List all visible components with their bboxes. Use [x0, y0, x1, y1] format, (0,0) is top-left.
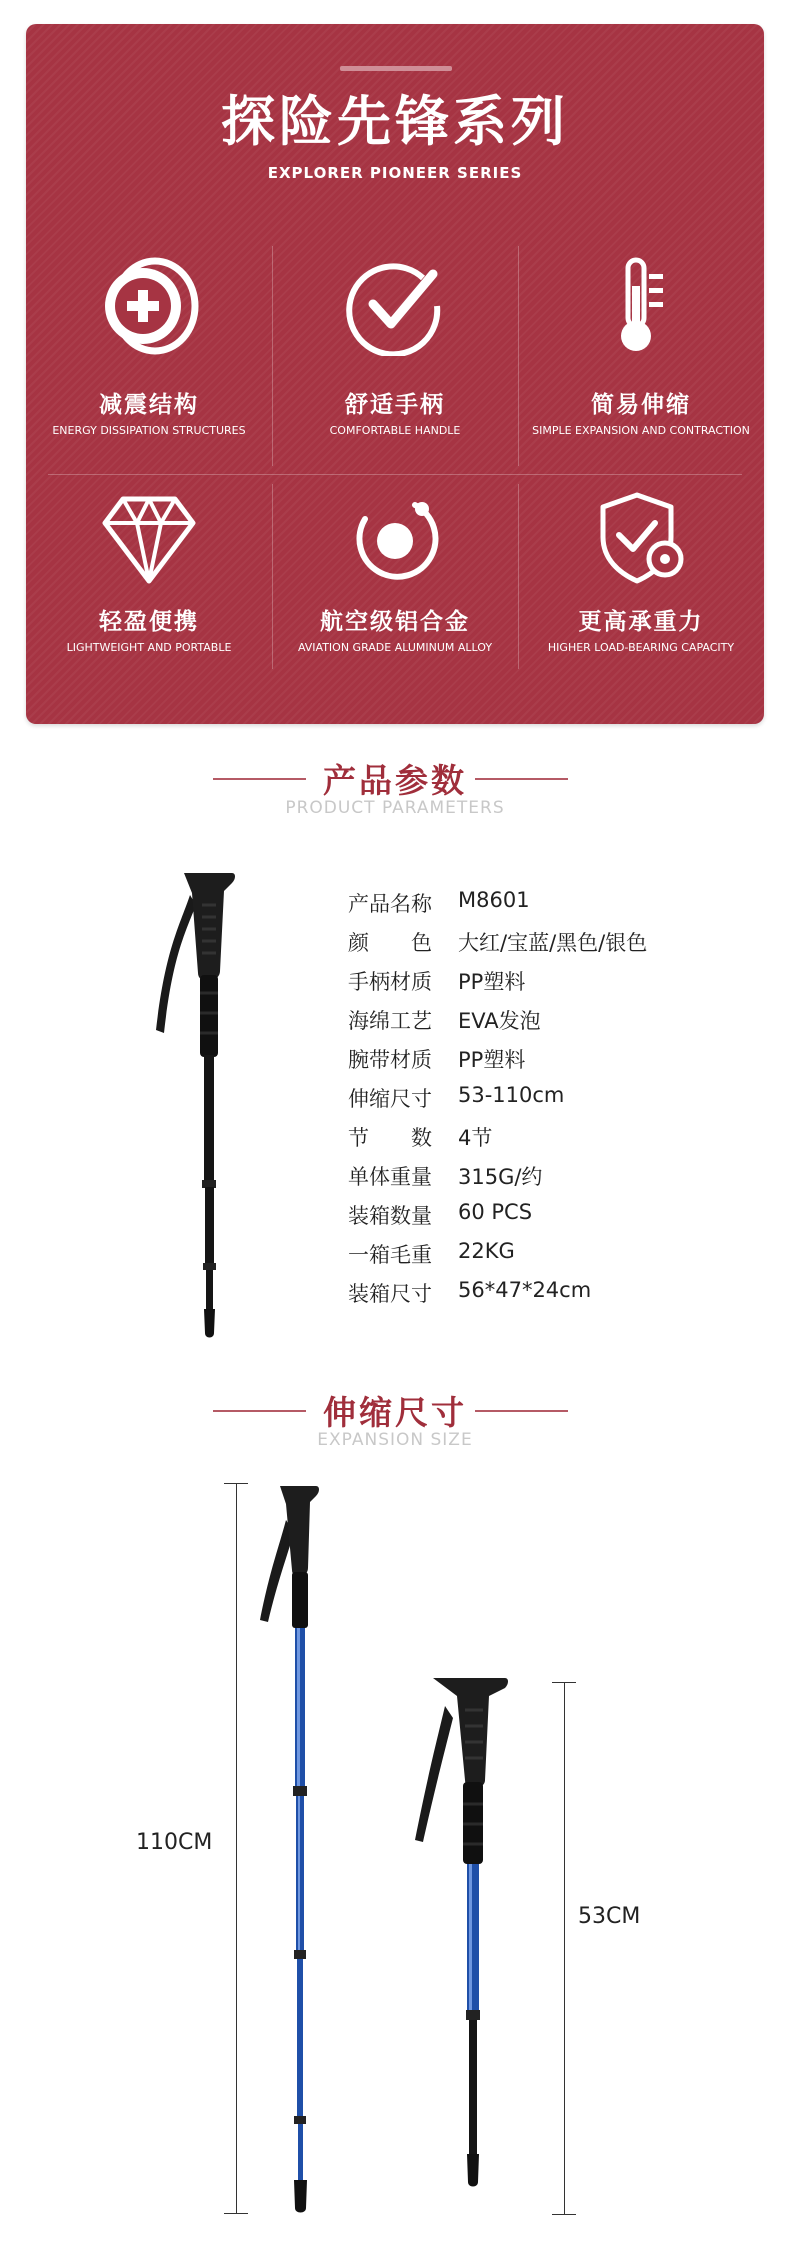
feature-title: 更高承重力	[578, 609, 704, 635]
param-value: 315G/约	[458, 1165, 543, 1189]
param-key: 装箱尺寸	[348, 1282, 432, 1306]
feature-subtitle: COMFORTABLE HANDLE	[329, 424, 461, 437]
dimension-line-long	[236, 1483, 237, 2213]
feature-subtitle: LIGHTWEIGHT AND PORTABLE	[66, 641, 232, 654]
product-image-collapsed-pole	[405, 1670, 515, 2220]
param-key: 装箱数量	[348, 1204, 432, 1228]
feature-title: 航空级铝合金	[320, 609, 470, 635]
grid-divider	[272, 484, 273, 669]
product-image-extended-pole	[250, 1480, 340, 2220]
param-value: 53-110cm	[458, 1083, 565, 1107]
product-image-black-pole	[140, 865, 260, 1345]
dimension-line-short	[564, 1682, 565, 2214]
param-value: 22KG	[458, 1239, 515, 1263]
param-key: 腕带材质	[348, 1048, 432, 1072]
orbit-icon	[345, 489, 445, 589]
feature-banner	[26, 24, 764, 724]
feature-subtitle: ENERGY DISSIPATION STRUCTURES	[52, 424, 246, 437]
size-subtitle: EXPANSION SIZE	[317, 1430, 473, 1450]
param-key: 一箱毛重	[348, 1243, 432, 1267]
param-key: 产品名称	[348, 892, 432, 916]
param-value: 56*47*24cm	[458, 1278, 592, 1302]
feature-subtitle: HIGHER LOAD-BEARING CAPACITY	[547, 641, 735, 654]
short-length-label: 53CM	[578, 1904, 641, 1929]
banner-subtitle: EXPLORER PIONEER SERIES	[267, 164, 523, 182]
param-value: 60 PCS	[458, 1200, 533, 1224]
param-value: PP塑料	[458, 970, 526, 994]
grid-divider	[518, 246, 519, 466]
thermometer-icon	[591, 256, 691, 356]
param-key: 单体重量	[348, 1165, 432, 1189]
dimension-tick	[552, 2214, 576, 2215]
dimension-tick	[224, 2213, 248, 2214]
diamond-icon	[99, 489, 199, 589]
long-length-label: 110CM	[136, 1830, 213, 1855]
param-value: 4节	[458, 1126, 493, 1150]
params-subtitle: PRODUCT PARAMETERS	[285, 798, 505, 818]
param-key: 海绵工艺	[348, 1009, 432, 1033]
param-value: PP塑料	[458, 1048, 526, 1072]
feature-subtitle: SIMPLE EXPANSION AND CONTRACTION	[532, 424, 750, 437]
feature-title: 简易伸缩	[591, 392, 691, 418]
param-key: 节 数	[348, 1126, 432, 1150]
param-value: 大红/宝蓝/黑色/银色	[458, 931, 648, 955]
grid-divider	[518, 484, 519, 669]
feature-title: 轻盈便携	[99, 609, 199, 635]
param-value: EVA发泡	[458, 1009, 541, 1033]
feature-title: 舒适手柄	[345, 392, 445, 418]
size-title: 伸缩尺寸	[323, 1393, 467, 1432]
feature-title: 减震结构	[99, 392, 199, 418]
shield-gear-icon	[591, 489, 691, 589]
param-value: M8601	[458, 888, 530, 912]
feature-subtitle: AVIATION GRADE ALUMINUM ALLOY	[297, 641, 493, 654]
shock-absorber-icon	[99, 256, 199, 356]
param-key: 伸缩尺寸	[348, 1087, 432, 1111]
banner-top-bar	[340, 66, 452, 71]
grid-divider	[48, 474, 742, 475]
params-title: 产品参数	[323, 761, 467, 800]
checkmark-icon	[345, 256, 445, 356]
grid-divider	[272, 246, 273, 466]
banner-title: 探险先锋系列	[221, 90, 569, 153]
param-key: 手柄材质	[348, 970, 432, 994]
param-key: 颜 色	[348, 931, 432, 955]
